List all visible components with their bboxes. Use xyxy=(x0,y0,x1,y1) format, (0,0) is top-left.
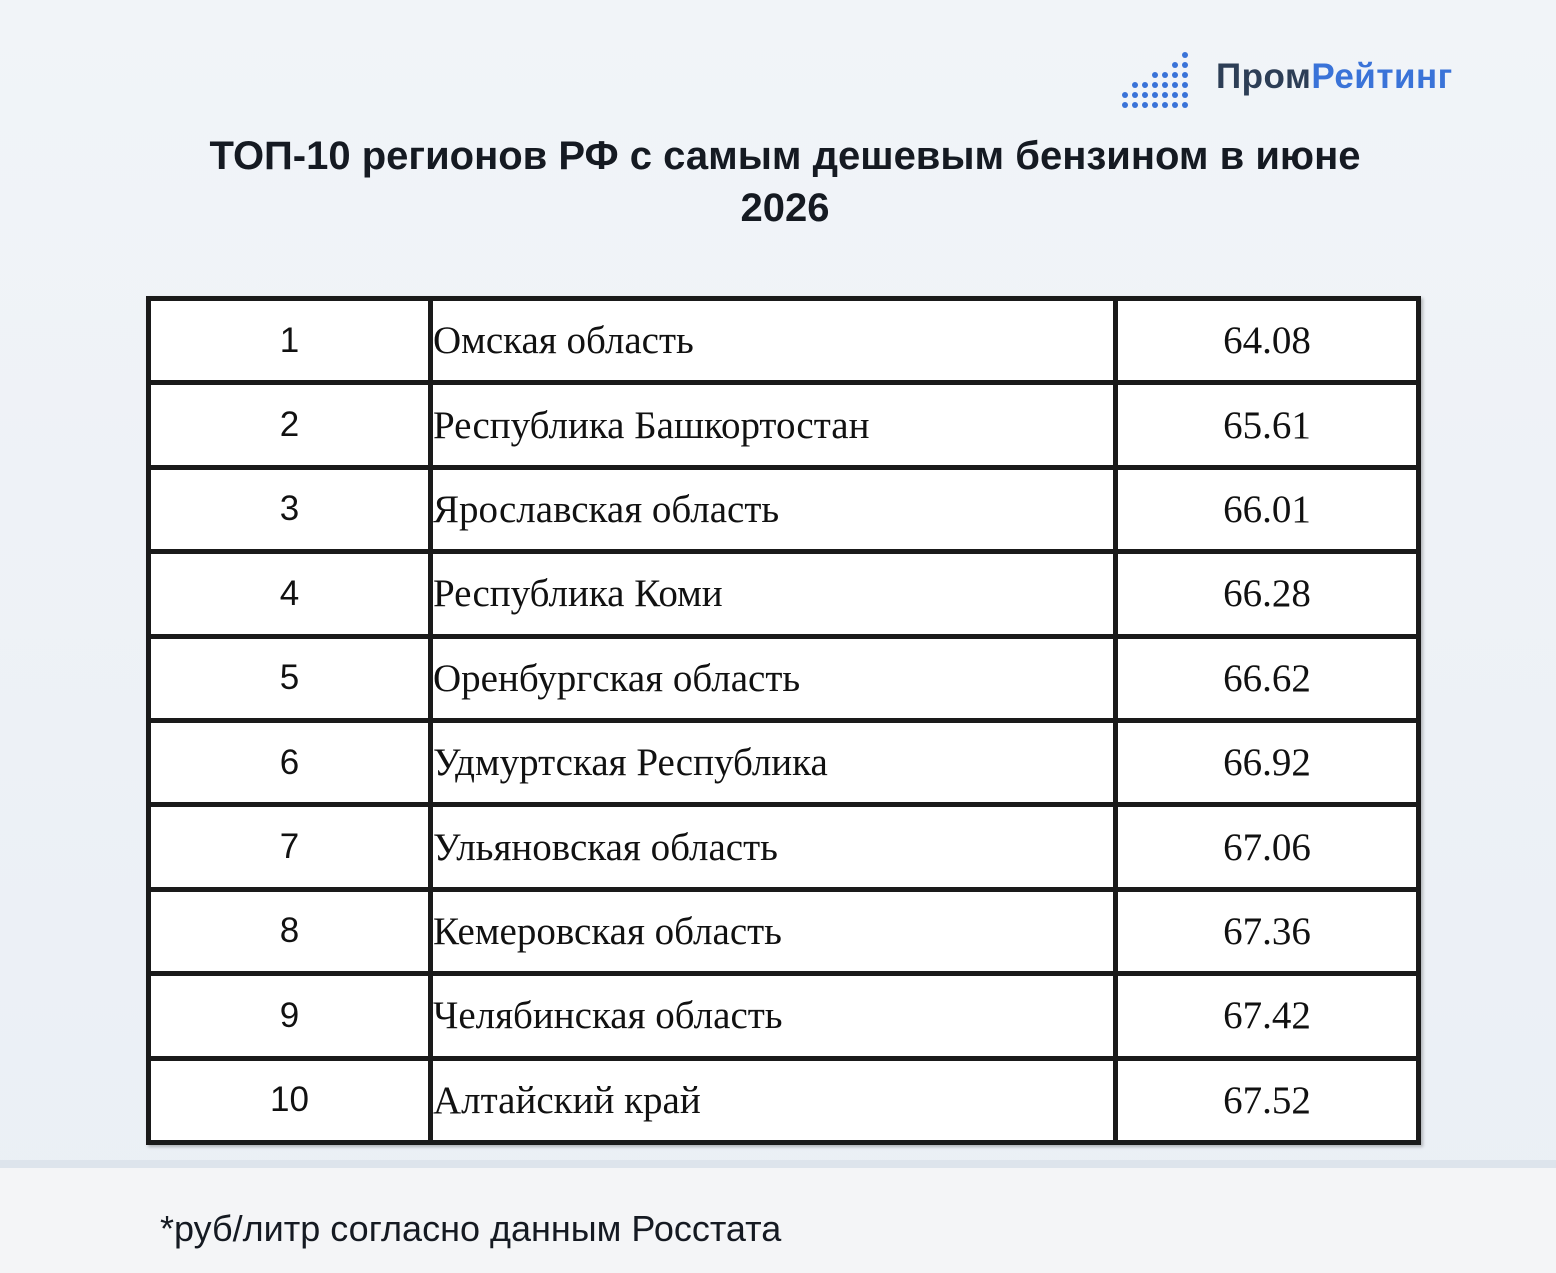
table-row xyxy=(149,552,1419,636)
divider-line xyxy=(0,1160,1556,1168)
logo-dot xyxy=(1162,102,1168,108)
logo-dot xyxy=(1182,72,1188,78)
rank-cell: 4 xyxy=(149,552,431,636)
brand-logo xyxy=(1120,44,1453,110)
region-cell: Республика Башкортостан xyxy=(431,383,1116,467)
rank-cell: 1 xyxy=(149,299,431,383)
logo-dot xyxy=(1172,82,1178,88)
ranking-table xyxy=(146,296,1421,1145)
logo-dot xyxy=(1152,82,1158,88)
logo-dot xyxy=(1142,102,1148,108)
logo-dot xyxy=(1142,92,1148,98)
region-cell: Челябинская область xyxy=(431,974,1116,1058)
rank-cell: 6 xyxy=(149,720,431,804)
region-cell: Ульяновская область xyxy=(431,805,1116,889)
price-cell: 66.92 xyxy=(1116,720,1419,804)
table-row xyxy=(149,805,1419,889)
rank-cell: 10 xyxy=(149,1058,431,1142)
rank-cell: 9 xyxy=(149,974,431,1058)
region-cell: Алтайский край xyxy=(431,1058,1116,1142)
logo-dot xyxy=(1162,82,1168,88)
logo-dot xyxy=(1132,92,1138,98)
table-row xyxy=(149,467,1419,551)
logo-dot xyxy=(1172,92,1178,98)
logo-dot xyxy=(1182,52,1188,58)
price-cell: 67.52 xyxy=(1116,1058,1419,1142)
table-row xyxy=(149,889,1419,973)
region-cell: Республика Коми xyxy=(431,552,1116,636)
price-cell: 67.36 xyxy=(1116,889,1419,973)
logo-dot xyxy=(1162,92,1168,98)
logo-dot xyxy=(1152,92,1158,98)
rank-cell: 5 xyxy=(149,636,431,720)
rank-cell: 2 xyxy=(149,383,431,467)
price-cell: 65.61 xyxy=(1116,383,1419,467)
logo-dot xyxy=(1142,82,1148,88)
table-row xyxy=(149,720,1419,804)
brand-name-part2: Рейтинг xyxy=(1311,57,1453,96)
brand-name-part1: Пром xyxy=(1216,57,1312,96)
rank-cell: 3 xyxy=(149,467,431,551)
table-row xyxy=(149,974,1419,1058)
price-cell: 66.28 xyxy=(1116,552,1419,636)
logo-dot xyxy=(1132,102,1138,108)
price-cell: 64.08 xyxy=(1116,299,1419,383)
table-body xyxy=(149,299,1419,1143)
region-cell: Оренбургская область xyxy=(431,636,1116,720)
logo-dot xyxy=(1182,82,1188,88)
page-title: ТОП-10 регионов РФ с самым дешевым бензином в июне 2026 xyxy=(209,134,1361,230)
table-row xyxy=(149,1058,1419,1142)
logo-dot xyxy=(1122,102,1128,108)
rank-cell: 7 xyxy=(149,805,431,889)
price-cell: 66.01 xyxy=(1116,467,1419,551)
logo-dot xyxy=(1122,92,1128,98)
logo-dot xyxy=(1172,72,1178,78)
rank-cell: 8 xyxy=(149,889,431,973)
price-cell: 67.06 xyxy=(1116,805,1419,889)
region-cell: Удмуртская Республика xyxy=(431,720,1116,804)
region-cell: Ярославская область xyxy=(431,467,1116,551)
logo-dot xyxy=(1172,102,1178,108)
footnote: *руб/литр согласно данным Росстата xyxy=(160,1208,782,1249)
logo-dot xyxy=(1182,62,1188,68)
table-row xyxy=(149,383,1419,467)
dot-bars-icon xyxy=(1120,44,1192,110)
table-row xyxy=(149,636,1419,720)
region-cell: Омская область xyxy=(431,299,1116,383)
logo-dot xyxy=(1152,72,1158,78)
logo-dot xyxy=(1182,102,1188,108)
logo-dot xyxy=(1172,62,1178,68)
table-row xyxy=(149,299,1419,383)
region-cell: Кемеровская область xyxy=(431,889,1116,973)
logo-dot xyxy=(1182,92,1188,98)
logo-dot xyxy=(1132,82,1138,88)
brand-name xyxy=(1216,57,1453,97)
logo-dot xyxy=(1152,102,1158,108)
price-cell: 66.62 xyxy=(1116,636,1419,720)
logo-dot xyxy=(1162,72,1168,78)
price-cell: 67.42 xyxy=(1116,974,1419,1058)
